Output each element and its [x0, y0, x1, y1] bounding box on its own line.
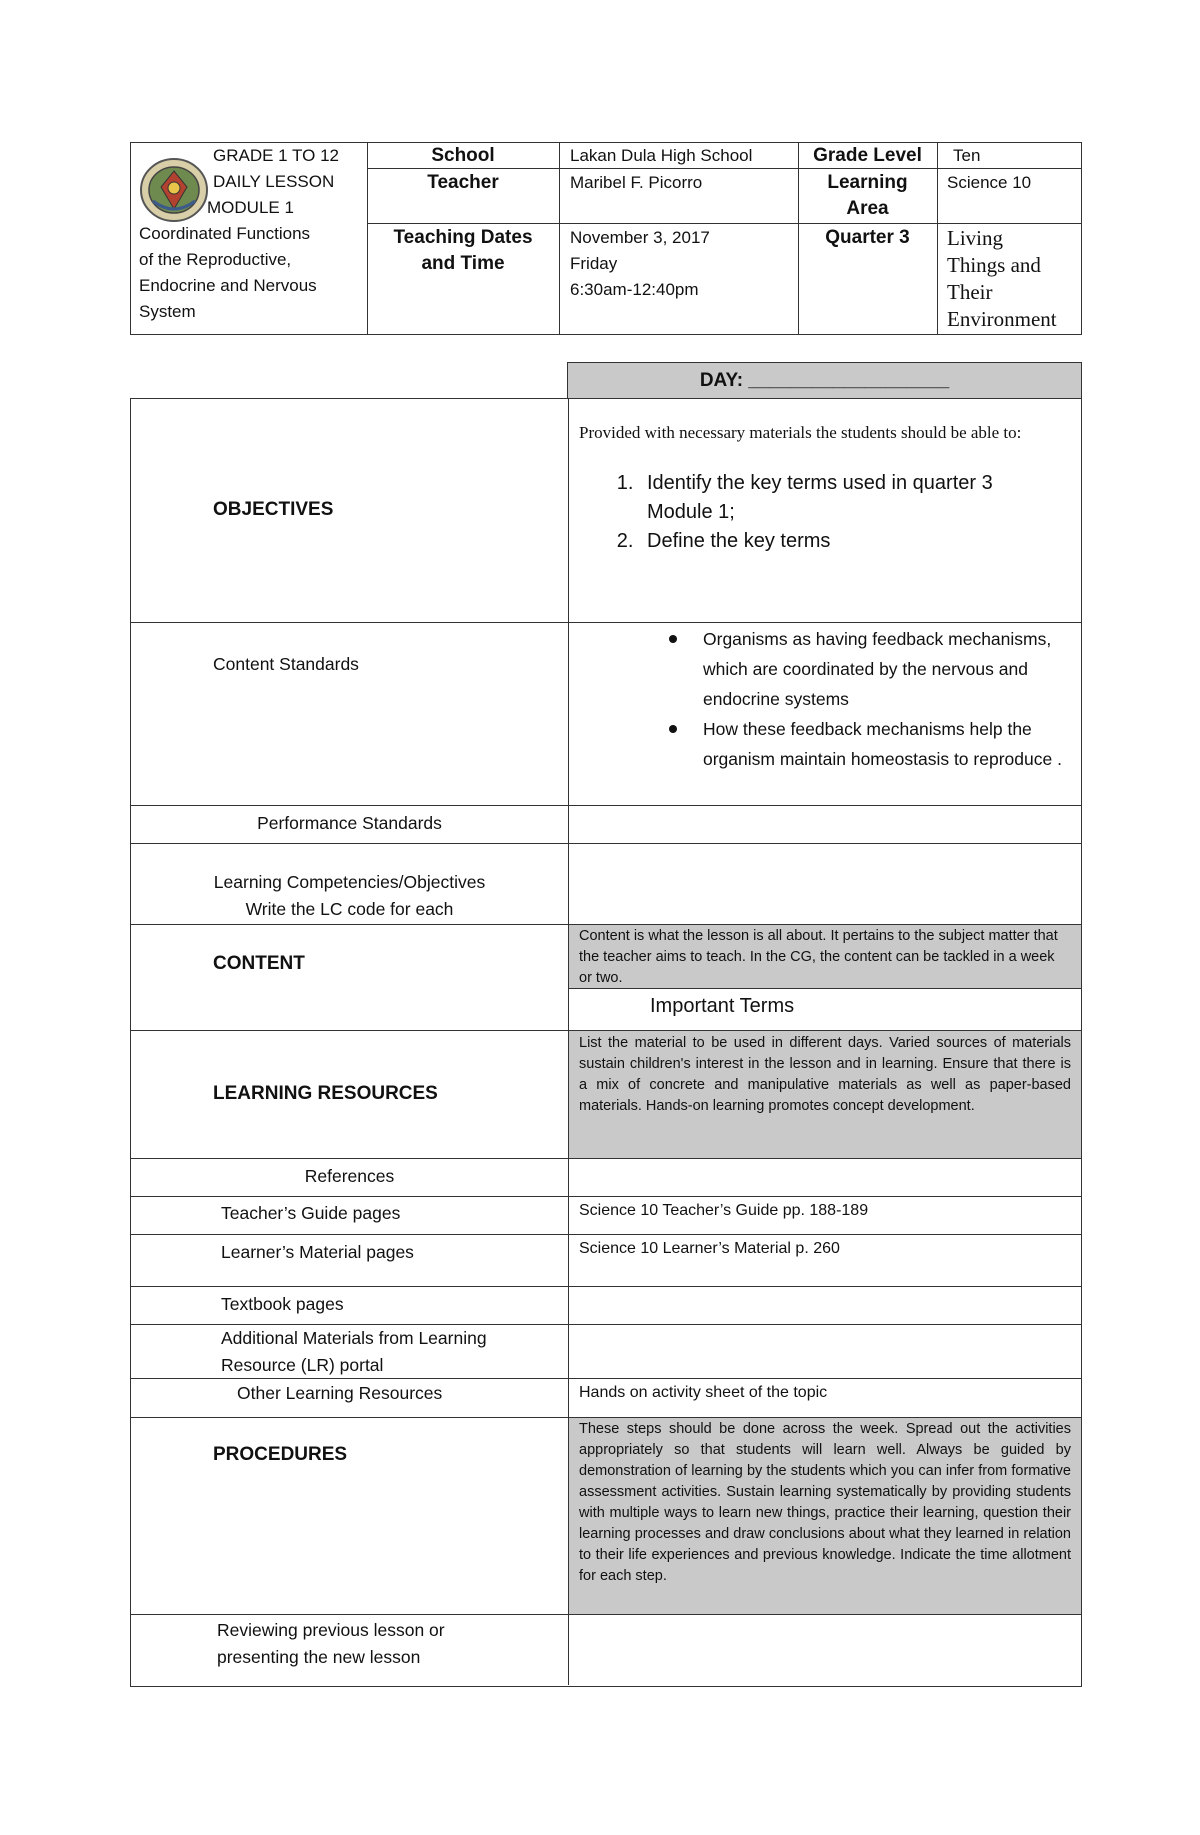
learning-resources-row [131, 1031, 1081, 1159]
content-row [131, 925, 1081, 1031]
school-seal-logo [139, 157, 209, 223]
day-header: DAY: ___________________ [567, 362, 1082, 399]
additional-materials-label: Additional Materials from Learning Resource (LR) portal [221, 1328, 487, 1375]
list-item: 1. Identify the key terms used in quarter 3 Module 1; [639, 469, 1061, 527]
performance-standards-label: Performance Standards [257, 813, 442, 833]
teachers-guide-row [131, 1197, 1081, 1235]
content-standards-list [603, 624, 1069, 774]
learning-resources-note: List the material to be used in different days. Varied sources of materials sustain children's interest in the lesson and in learning. Ensure that there is a mix of concrete and manipulative materials as well as paper-based materials. Hands-on learning promotes concept development. [579, 1035, 1071, 1114]
other-resources-value: Hands on activity sheet of the topic [579, 1384, 828, 1401]
learners-material-label: Learner’s Material pages [221, 1242, 414, 1262]
school-value: Lakan Dula High School [570, 146, 753, 165]
school-label: School [431, 145, 495, 166]
list-item: Organisms as having feedback mechanisms, which are coordinated by the nervous and endocrine systems [703, 624, 1069, 714]
quarter-theme-value: Living Things and Their Environment [947, 226, 1057, 331]
performance-standards-row [131, 806, 1081, 844]
module-title: Coordinated Functions of the Reproductive, Endocrine and Nervous System [139, 224, 317, 321]
learning-area-label: Learning Area [827, 172, 908, 219]
learning-area-value: Science 10 [947, 173, 1032, 192]
objectives-row [131, 399, 1081, 623]
references-row [131, 1159, 1081, 1197]
other-resources-label: Other Learning Resources [237, 1383, 443, 1403]
quarter-label: Quarter 3 [825, 227, 910, 248]
learners-material-row [131, 1235, 1081, 1287]
content-label: CONTENT [213, 953, 305, 974]
lesson-plan-table [130, 398, 1082, 1687]
procedures-note: These steps should be done across the week. Spread out the activities appropriately so that students will learn well. Always be guided by demonstration of learning by the students which you can infer from formative assessment activities. Sustain learning systematically by providing students with multiple ways to learn new things, practice their learning, question their learning processes and draw conclusions about what they learned in relation to their life experiences and previous knowledge. Indicate the time allotment for each step. [579, 1421, 1071, 1584]
teaching-dates-value: November 3, 2017 Friday 6:30am-12:40pm [570, 228, 710, 299]
teacher-value: Maribel F. Picorro [570, 173, 703, 192]
teacher-label: Teacher [427, 172, 499, 193]
references-label: References [304, 1166, 395, 1186]
textbook-pages-label: Textbook pages [221, 1294, 344, 1314]
teachers-guide-label: Teacher’s Guide pages [221, 1203, 401, 1223]
learning-resources-label: LEARNING RESOURCES [213, 1083, 438, 1104]
content-standards-row [131, 623, 1081, 806]
other-resources-row [131, 1379, 1081, 1418]
grade-level-label: Grade Level [813, 145, 922, 166]
competencies-label: Learning Competencies/Objectives Write the LC code for each [213, 872, 486, 919]
reviewing-label: Reviewing previous lesson or presenting the new lesson [217, 1620, 445, 1667]
list-item: 2. Define the key terms [639, 527, 1061, 556]
learners-material-value: Science 10 Learner’s Material p. 260 [579, 1240, 840, 1257]
teaching-dates-label: Teaching Dates and Time [393, 227, 533, 274]
grade-level-value: Ten [953, 146, 981, 165]
competencies-row [131, 844, 1081, 925]
objectives-list [569, 469, 1061, 556]
list-item: How these feedback mechanisms help the organism maintain homeostasis to reproduce . [703, 714, 1069, 774]
objectives-intro: Provided with necessary materials the students should be able to: [579, 423, 1022, 442]
procedures-label: PROCEDURES [213, 1444, 348, 1465]
dll-title: GRADE 1 TO 12 DAILY LESSON MODULE 1 [207, 146, 339, 217]
objectives-label: OBJECTIVES [213, 499, 334, 520]
teachers-guide-value: Science 10 Teacher’s Guide pp. 188-189 [579, 1202, 869, 1219]
reviewing-row [131, 1615, 1081, 1685]
lesson-header-table [130, 142, 1082, 335]
procedures-row [131, 1418, 1081, 1615]
content-topic: Important Terms [650, 995, 795, 1017]
content-standards-label: Content Standards [213, 654, 359, 674]
textbook-pages-row [131, 1287, 1081, 1325]
additional-materials-row [131, 1325, 1081, 1379]
content-note: Content is what the lesson is all about. It pertains to the subject matter that the teacher aims to teach. In the CG, the content can be tackled in a week or two. [579, 928, 1058, 986]
